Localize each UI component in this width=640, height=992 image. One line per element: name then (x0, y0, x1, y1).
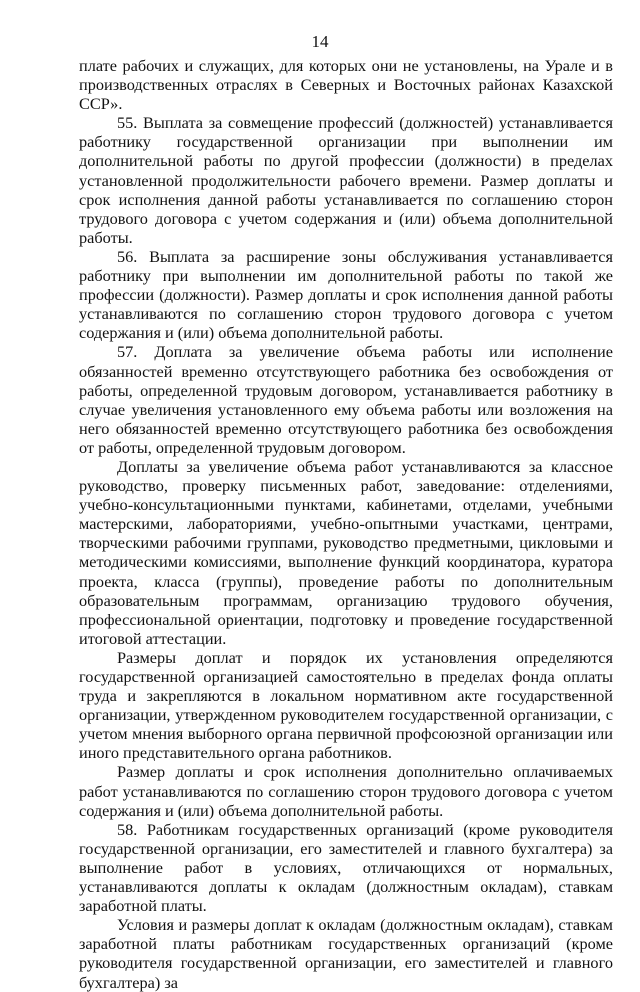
paragraph-55: 55. Выплата за совмещение профессий (должностей) устанавливается работнику государственной организации при выполнении им дополнительной работы по другой профессии (должности) в пределах установленной продолжительности рабочего времени. Размер доплаты и срок исполнения данной работы устанавливается по соглашению сторон трудового договора с учетом содержания и (или) объема дополнительной работы. (79, 113, 613, 247)
paragraph-56: 56. Выплата за расширение зоны обслуживания устанавливается работнику при выполнении им дополнительной работы по такой же профессии (должности). Размер доплаты и срок исполнения данной работы устанавливаются по соглашению сторон трудового договора с учетом содержания и (или) объема дополнительной работы. (79, 246, 613, 343)
page-number: 14 (311, 32, 329, 51)
paragraph-conditions: Условия и размеры доплат к окладам (должностным окладам), ставкам заработной платы работникам государственных организаций (кроме руководителя государственной организации, его заместителей и главного бухгалтера) за (79, 915, 613, 992)
paragraph-57: 57. Доплата за увеличение объема работы или исполнение обязанностей временно отсутствующего работника без освобождения от работы, определенной трудовым договором, устанавливается работнику в случае увеличения установленного ему объема работы или возложения на него обязанностей временно отсутствующего работника без освобождения от работы, определенной трудовым договором. (79, 342, 613, 457)
paragraph-continuation: плате рабочих и служащих, для которых они не установлены, на Урале и в производственных отраслях в Северных и Восточных районах Казахской ССР». (79, 56, 613, 114)
paragraph-additional-payments-list: Доплаты за увеличение объема работ устанавливаются за классное руководство, проверку письменных работ, заведование: отделениями, учебно-консультационными пунктами, кабинетами, отделами, учебными мастерскими, лабораториями, учебно-опытными участками, центрами, творческими рабочими группами, руководство предметными, цикловыми и методическими комиссиями, выполнение функций координатора, куратора проекта, класса (группы), проведение работы по дополнительным образовательным программам, организацию трудового обучения, профессиональной ориентации, подготовку и проведение государственной итоговой аттестации. (79, 456, 613, 648)
paragraph-payment-sizes: Размеры доплат и порядок их установления определяются государственной организацией самостоятельно в пределах фонда оплаты труда и закрепляются в локальном нормативном акте государственной организации, утвержденном руководителем государственной организации, с учетом мнения выборного органа первичной профсоюзной организации или иного представительного органа работников. (79, 647, 613, 763)
paragraph-payment-terms: Размер доплаты и срок исполнения дополнительно оплачиваемых работ устанавливаются по соглашению сторон трудового договора с учетом содержания и (или) объема дополнительной работы. (79, 762, 613, 820)
paragraph-58: 58. Работникам государственных организаций (кроме руководителя государственной организации, его заместителей и главного бухгалтера) за выполнение работ в условиях, отличающихся от нормальных, устанавливаются доплаты к окладам (должностным окладам), ставкам заработной платы. (79, 819, 613, 916)
document-body (79, 56, 613, 992)
